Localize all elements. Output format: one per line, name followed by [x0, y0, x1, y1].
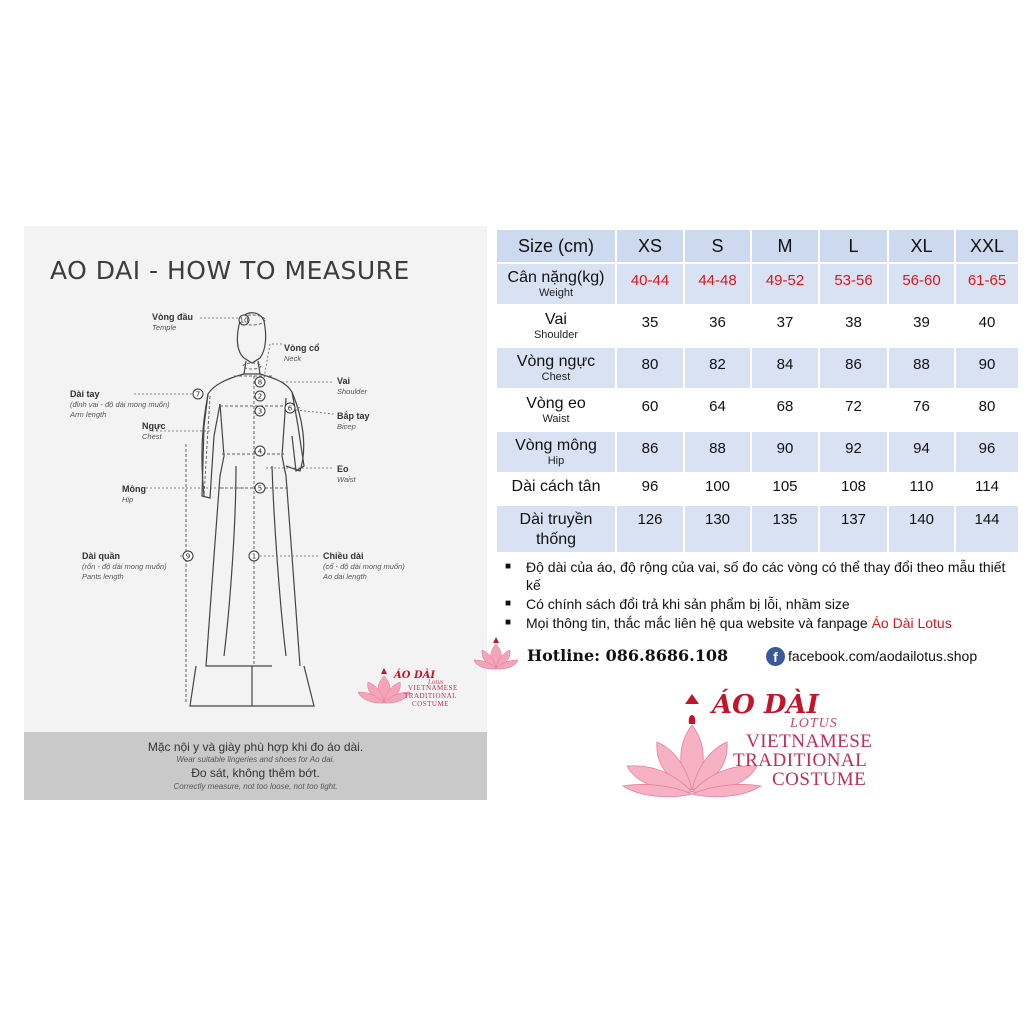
cell-value: 61-65 — [967, 272, 1007, 289]
table-cell — [685, 264, 750, 304]
logo-sub2: TRADITIONAL — [733, 750, 868, 771]
cell-value: 49-52 — [765, 272, 805, 289]
table-cell — [956, 348, 1018, 388]
cell-value: 53-56 — [834, 272, 873, 289]
size-table — [495, 228, 1020, 554]
table-cell — [752, 348, 818, 388]
header-label: Size (cm) — [497, 230, 615, 262]
row-label — [497, 506, 615, 552]
row-label — [497, 474, 615, 504]
table-cell — [617, 474, 683, 504]
table-cell — [820, 506, 887, 552]
svg-text:1: 1 — [251, 552, 257, 561]
footer-line1-vi: Mặc nội y và giày phù hợp khi đo áo dài. — [147, 740, 364, 754]
table-cell — [685, 348, 750, 388]
cell-value: 144 — [974, 511, 1000, 528]
mini-logo-script: Lotus — [428, 678, 444, 686]
label-bicep: Bắp tay — [337, 411, 370, 421]
table-cell — [820, 432, 887, 472]
table-cell — [617, 306, 683, 346]
ao-dai-figure — [24, 226, 487, 732]
size-xxl: XXL — [956, 230, 1018, 262]
cell-value: 40-44 — [630, 272, 670, 289]
label-pants: Dài quần — [82, 551, 121, 561]
mini-logo-title: ÁO DÀI — [394, 670, 436, 681]
size-header-row — [497, 230, 1018, 262]
row-label-vi: Dài truyền thống — [519, 511, 593, 548]
table-row-weight — [497, 264, 1018, 304]
cell-value: 68 — [776, 398, 794, 415]
row-label — [497, 390, 615, 430]
cell-value: 86 — [845, 356, 862, 373]
table-cell — [889, 432, 954, 472]
table-cell — [820, 306, 887, 346]
svg-text:6: 6 — [287, 404, 293, 413]
row-label-vi: Vòng eo — [526, 395, 586, 412]
cell-value: 64 — [709, 398, 726, 415]
table-row-chest — [497, 348, 1018, 388]
cell-value: 88 — [709, 440, 726, 457]
label-waist-en: Waist — [337, 475, 356, 484]
cell-value: 135 — [772, 511, 798, 528]
cell-value: 110 — [909, 478, 934, 495]
mini-logo-sub3: COSTUME — [412, 700, 449, 708]
table-cell — [752, 390, 818, 430]
size-l: L — [820, 230, 887, 262]
cell-value: 84 — [776, 356, 794, 373]
size-xs: XS — [617, 230, 683, 262]
cell-value: 94 — [913, 440, 930, 457]
cell-value: 36 — [709, 314, 726, 331]
measure-guide-panel — [24, 226, 487, 800]
cell-value: 92 — [845, 440, 862, 457]
table-cell — [956, 506, 1018, 552]
table-cell — [956, 432, 1018, 472]
table-cell — [752, 306, 818, 346]
logo-sub3: COSTUME — [772, 769, 867, 790]
row-label-vi: Vòng mông — [515, 437, 597, 454]
cell-value: 137 — [840, 511, 867, 528]
table-cell — [889, 506, 954, 552]
label-neck-en: Neck — [284, 354, 302, 363]
table-cell — [617, 264, 683, 304]
table-cell — [889, 390, 954, 430]
cell-value: 35 — [641, 314, 659, 331]
table-cell — [820, 348, 887, 388]
note-text: Mọi thông tin, thắc mắc liên hệ qua website và fanpage — [526, 615, 872, 631]
table-cell — [685, 432, 750, 472]
cell-value: 39 — [913, 314, 930, 331]
svg-text:4: 4 — [257, 447, 263, 456]
row-label — [497, 432, 615, 472]
svg-text:2: 2 — [257, 392, 263, 401]
table-cell — [685, 306, 750, 346]
marker-1 — [249, 551, 259, 561]
bullet-icon: ■ — [505, 617, 512, 628]
table-cell — [752, 474, 818, 504]
facebook-icon[interactable]: f — [766, 647, 785, 666]
svg-text:10: 10 — [239, 316, 249, 325]
cell-value: 80 — [978, 398, 996, 415]
table-cell — [889, 348, 954, 388]
table-cell — [889, 264, 954, 304]
table-cell — [617, 506, 683, 552]
cell-value: 88 — [913, 356, 930, 373]
marker-6 — [285, 403, 295, 413]
size-xl: XL — [889, 230, 954, 262]
mini-logo-sub1: VIETNAMESE — [408, 684, 458, 692]
row-label-en: Weight — [538, 287, 574, 299]
cell-value: 114 — [975, 478, 999, 495]
cell-value: 86 — [641, 440, 659, 457]
brand-link[interactable]: Áo Dài Lotus — [871, 615, 952, 631]
marker-9 — [183, 551, 193, 561]
table-cell — [889, 306, 954, 346]
small-lotus-icon — [472, 636, 520, 670]
bullet-icon: ■ — [505, 561, 512, 572]
label-temple: Vòng đầu — [152, 312, 193, 322]
marker-5 — [255, 483, 265, 493]
guide-footer — [24, 732, 487, 800]
logo-title: ÁO DÀI — [712, 690, 819, 720]
note-item — [500, 558, 1020, 594]
cell-value: 72 — [845, 398, 862, 415]
svg-text:8: 8 — [257, 378, 263, 387]
cell-value: 56-60 — [902, 272, 941, 289]
label-hip-en: Hip — [122, 495, 134, 504]
svg-text:3: 3 — [257, 407, 263, 416]
cell-value: 82 — [709, 356, 726, 373]
table-cell — [956, 264, 1018, 304]
table-row-shoulder — [497, 306, 1018, 346]
cell-value: 60 — [641, 398, 659, 415]
cell-value: 40 — [978, 314, 996, 331]
size-s: S — [685, 230, 750, 262]
table-cell — [617, 390, 683, 430]
mini-logo-sub2: TRADITIONAL — [404, 692, 457, 700]
table-cell — [956, 390, 1018, 430]
row-label-vi: Vai — [545, 311, 567, 328]
marker-7 — [193, 389, 203, 399]
row-label-en: Waist — [542, 413, 570, 425]
table-row-hip — [497, 432, 1018, 472]
footer-line2-en: Correctly measure, not too loose, not too tight. — [173, 782, 338, 791]
bullet-icon: ■ — [505, 598, 512, 609]
table-cell — [617, 432, 683, 472]
label-arm-en: Arm length — [70, 410, 107, 419]
svg-text:7: 7 — [195, 390, 201, 399]
table-cell — [752, 506, 818, 552]
cell-value: 126 — [637, 511, 663, 528]
svg-text:5: 5 — [257, 484, 263, 493]
row-label-vi: Cân nặng(kg) — [507, 269, 605, 286]
row-label — [497, 264, 615, 304]
table-row-modern-length — [497, 474, 1018, 504]
cell-value: 90 — [978, 356, 996, 373]
cell-value: 96 — [978, 440, 996, 457]
label-waist: Eo — [337, 464, 349, 474]
table-cell — [889, 474, 954, 504]
table-cell — [685, 474, 750, 504]
row-label — [497, 306, 615, 346]
row-label-en: Shoulder — [533, 329, 579, 341]
cell-value: 44-48 — [698, 272, 737, 289]
cell-value: 37 — [776, 314, 794, 331]
marker-3 — [255, 406, 265, 416]
marker-2 — [255, 391, 265, 401]
cell-value: 108 — [840, 478, 867, 495]
table-cell — [752, 432, 818, 472]
label-bicep-en: Bicep — [337, 422, 356, 431]
cell-value: 90 — [776, 440, 794, 457]
label-chest: Ngực — [142, 421, 166, 431]
footer-line2-vi: Đo sát, không thêm bớt. — [191, 766, 320, 780]
label-length-en: Ao dai length — [323, 572, 367, 581]
label-length-note: (cổ - độ dài mong muốn) — [323, 562, 405, 571]
cell-value: 38 — [845, 314, 862, 331]
marker-4 — [255, 446, 265, 456]
row-label-vi: Dài cách tân — [511, 478, 601, 495]
marker-8 — [255, 377, 265, 387]
cell-value: 140 — [908, 511, 935, 528]
cell-value: 96 — [641, 478, 659, 495]
cell-value: 105 — [772, 478, 798, 495]
hotline-text[interactable]: Hotline: 086.8686.108 — [527, 646, 729, 665]
logo-script: LOTUS — [790, 716, 838, 731]
label-neck: Vòng cổ — [284, 343, 320, 353]
note-text: Có chính sách đổi trả khi sản phẩm bị lỗi, nhầm size — [526, 596, 850, 612]
label-arm: Dài tay — [70, 389, 100, 399]
table-cell — [820, 390, 887, 430]
row-label — [497, 348, 615, 388]
row-label-en: Hip — [547, 455, 565, 467]
table-cell — [617, 348, 683, 388]
row-label-vi: Vòng ngực — [516, 353, 596, 370]
cell-value: 80 — [641, 356, 659, 373]
label-chest-en: Chest — [142, 432, 162, 441]
facebook-link[interactable]: facebook.com/aodailotus.shop — [788, 648, 978, 664]
cell-value: 100 — [704, 478, 731, 495]
label-length: Chiều dài — [323, 551, 364, 561]
label-arm-note: (đỉnh vai - độ dài mong muốn) — [70, 400, 170, 409]
table-row-traditional-length — [497, 506, 1018, 552]
footer-line1-en: Wear suitable lingeries and shoes for Ao dai. — [176, 755, 335, 764]
table-cell — [685, 506, 750, 552]
logo-sub1: VIETNAMESE — [746, 731, 873, 752]
table-cell — [820, 474, 887, 504]
size-m: M — [752, 230, 818, 262]
table-cell — [956, 474, 1018, 504]
note-item — [500, 595, 1020, 613]
svg-text:9: 9 — [185, 552, 191, 561]
marker-10 — [239, 315, 249, 325]
table-cell — [752, 264, 818, 304]
label-temple-en: Temple — [152, 323, 177, 332]
label-shoulder-en: Shoulder — [337, 387, 368, 396]
table-cell — [956, 306, 1018, 346]
table-cell — [820, 264, 887, 304]
label-pants-note: (rốn - độ dài mong muốn) — [82, 562, 167, 571]
label-shoulder: Vai — [337, 376, 351, 386]
cell-value: 76 — [913, 398, 930, 415]
table-cell — [685, 390, 750, 430]
note-item — [500, 614, 1020, 632]
label-hip: Mông — [122, 484, 146, 494]
label-pants-en: Pants length — [82, 572, 124, 581]
cell-value: 130 — [704, 511, 731, 528]
size-notes — [500, 558, 1020, 633]
table-row-waist — [497, 390, 1018, 430]
note-text: Độ dài của áo, độ rộng của vai, số đo các vòng có thể thay đổi theo mẫu thiết kế — [526, 559, 1006, 593]
guide-title: AO DAI - HOW TO MEASURE — [50, 256, 410, 285]
row-label-en: Chest — [541, 371, 571, 383]
